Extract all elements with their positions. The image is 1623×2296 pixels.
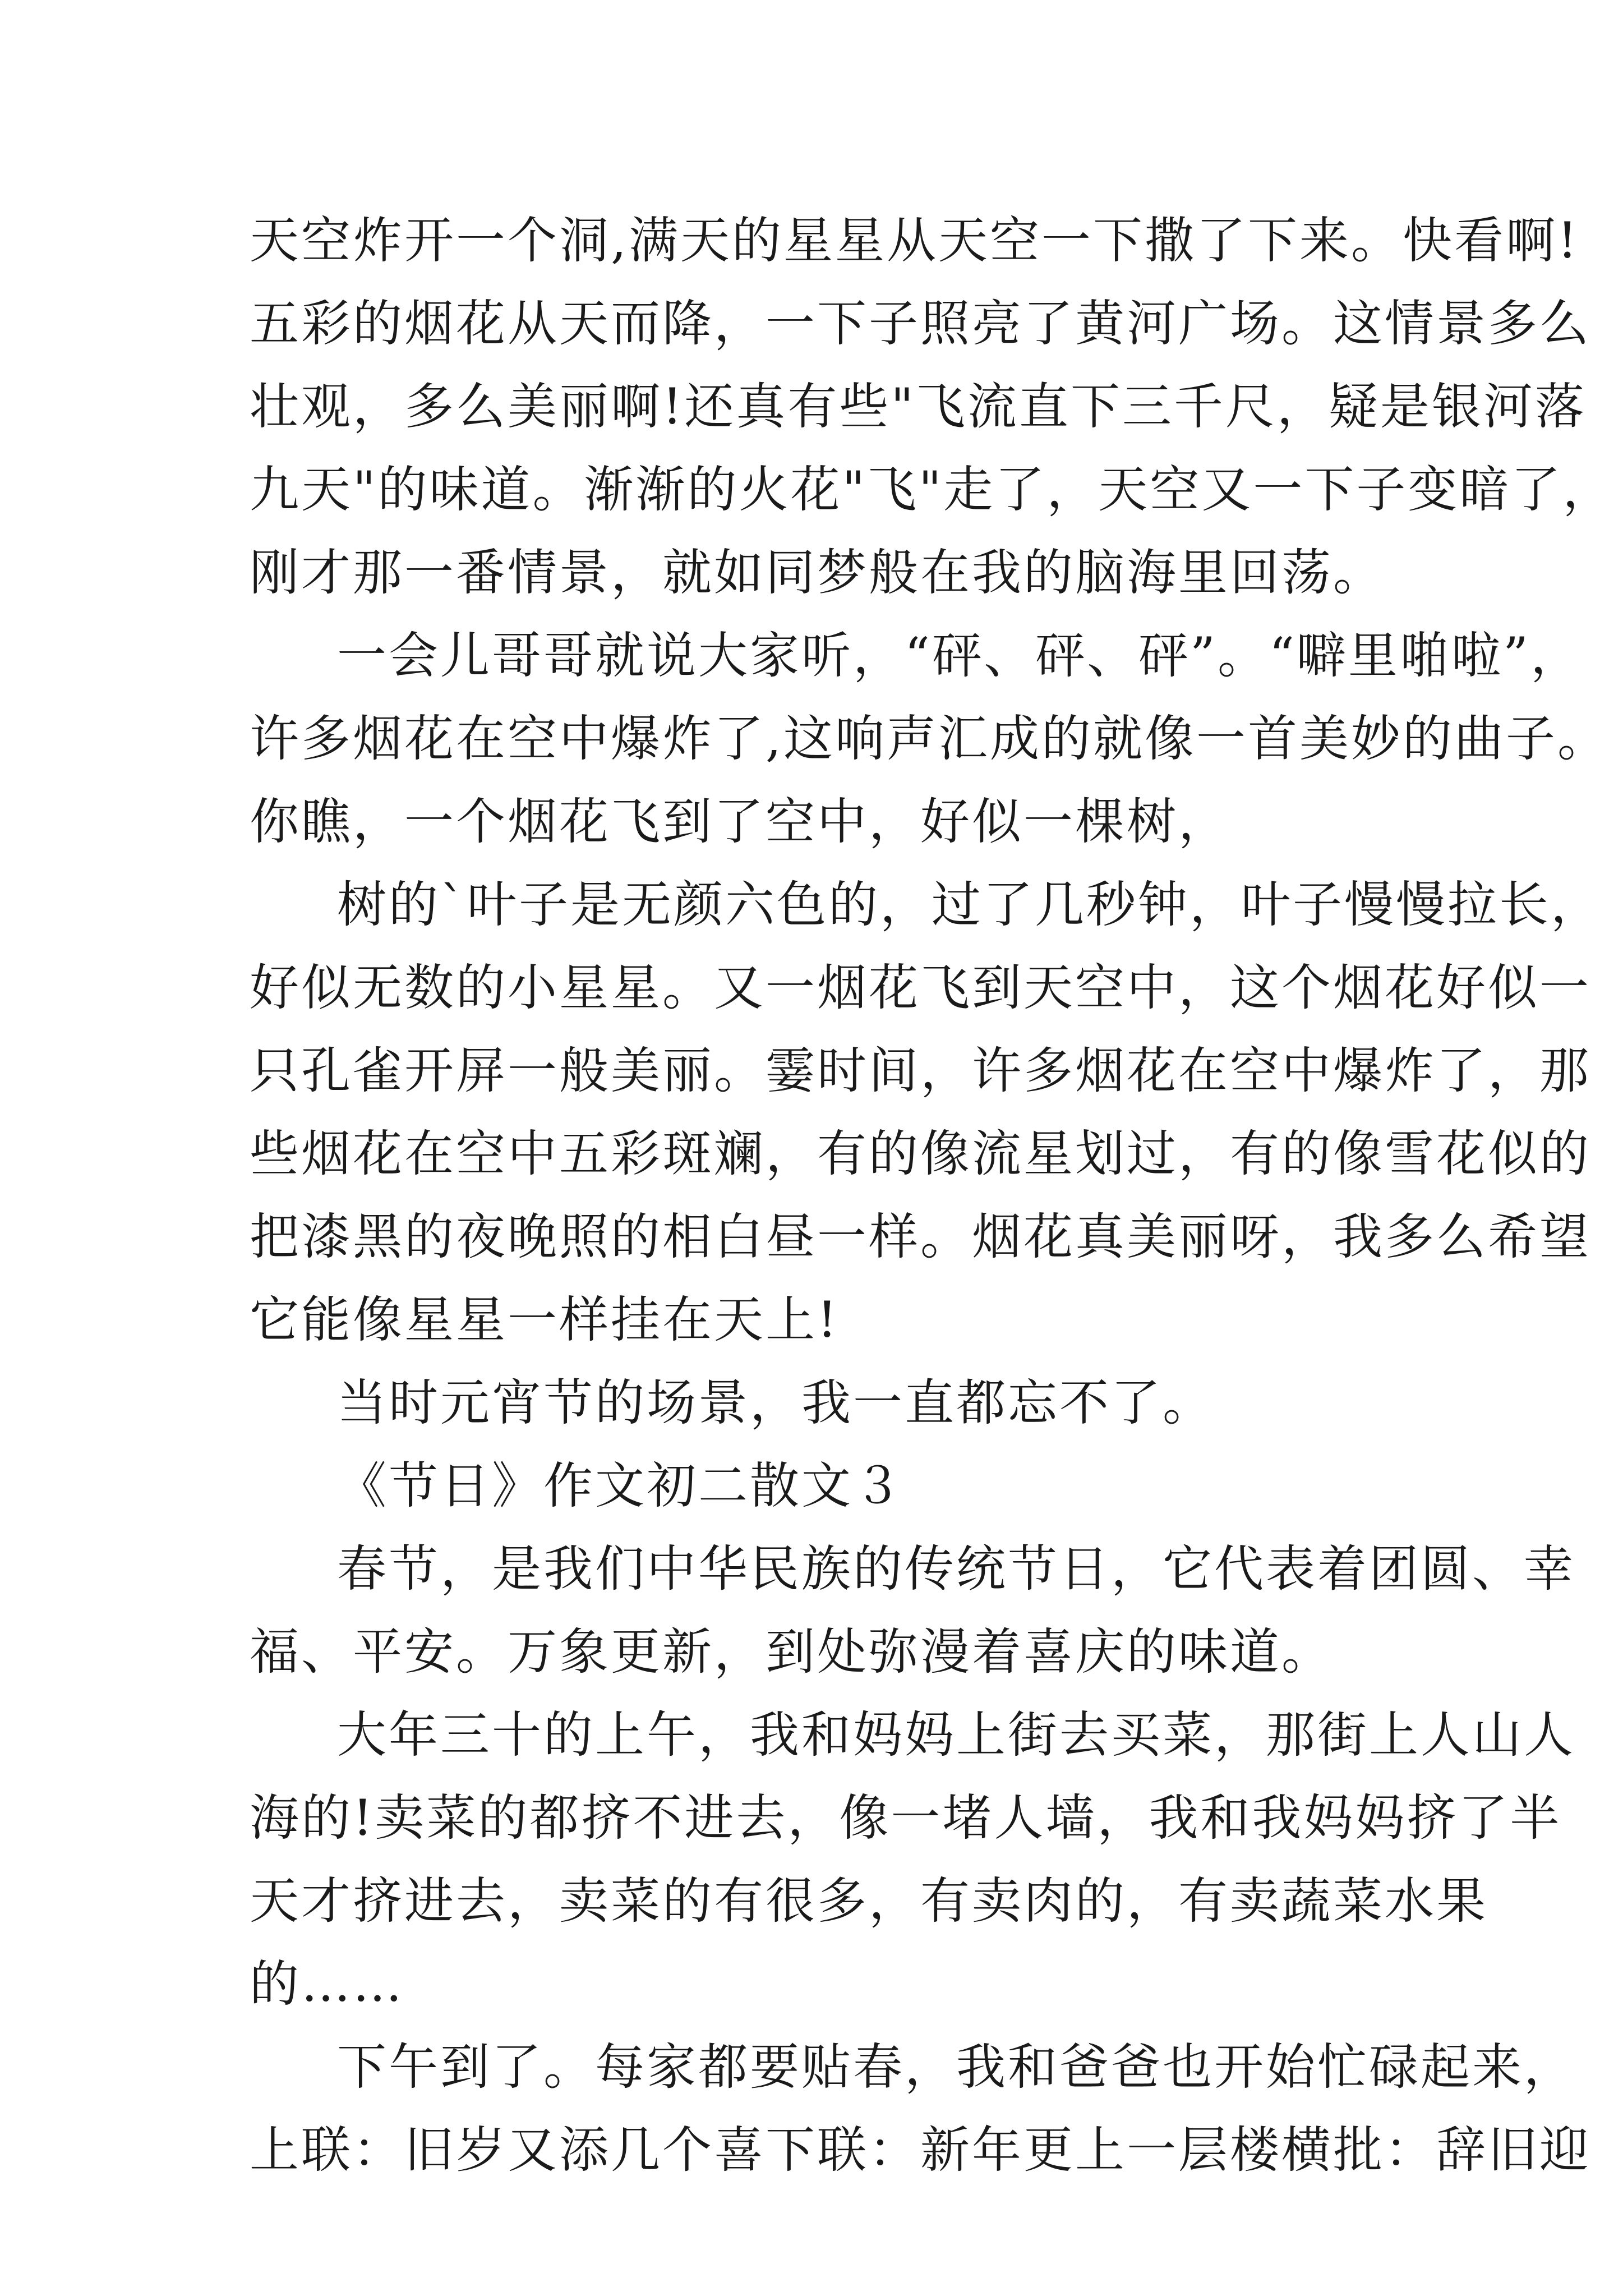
text-line: 只孔雀开屏一般美丽。霎时间，许多烟花在空中爆炸了，那 bbox=[250, 1042, 1592, 1099]
text-line: 下午到了。每家都要贴春，我和爸爸也开始忙碌起来， bbox=[337, 2038, 1576, 2096]
text-line: 大年三十的上午，我和妈妈上街去买菜，那街上人山人 bbox=[337, 1706, 1576, 1764]
text-line: 许多烟花在空中爆炸了,这响声汇成的就像一首美妙的曲子。 bbox=[250, 710, 1609, 767]
text-line: 春节，是我们中华民族的传统节日，它代表着团圆、幸 bbox=[337, 1540, 1576, 1598]
text-line: 它能像星星一样挂在天上! bbox=[250, 1291, 840, 1349]
text-line: 刚才那一番情景，就如同梦般在我的脑海里回荡。 bbox=[250, 544, 1385, 601]
text-line: 上联：旧岁又添几个喜下联：新年更上一层楼横批：辞旧迎 bbox=[250, 2121, 1592, 2179]
text-line: 好似无数的小星星。又一烟花飞到天空中，这个烟花好似一 bbox=[250, 959, 1592, 1016]
text-line: 五彩的烟花从天而降，一下子照亮了黄河广场。这情景多么 bbox=[250, 295, 1592, 352]
text-line: 一会儿哥哥就说大家听，“砰、砰、砰”。“噼里啪啦”， bbox=[337, 627, 1582, 684]
text-line: 九天"的味道。渐渐的火花"飞"走了，天空又一下子变暗了， bbox=[250, 461, 1615, 518]
text-line: 海的!卖菜的都挤不进去，像一堵人墙，我和我妈妈挤了半 bbox=[250, 1789, 1562, 1847]
section-heading: 《节日》作文初二散文３ bbox=[337, 1457, 905, 1515]
body-text bbox=[250, 199, 1615, 2192]
text-line: 些烟花在空中五彩斑斓，有的像流星划过，有的像雪花似的 bbox=[250, 1125, 1592, 1182]
text-line: 天才挤进去，卖菜的有很多，有卖肉的，有卖蔬菜水果 bbox=[250, 1872, 1488, 1930]
text-line: 的…… bbox=[250, 1955, 405, 2013]
text-line: 福、平安。万象更新，到处弥漫着喜庆的味道。 bbox=[250, 1623, 1334, 1681]
text-line: 你瞧，一个烟花飞到了空中，好似一棵树， bbox=[250, 793, 1230, 850]
text-line: 把漆黑的夜晚照的相白昼一样。烟花真美丽呀，我多么希望 bbox=[250, 1208, 1592, 1266]
text-line: 树的`叶子是无颜六色的，过了几秒钟，叶子慢慢拉长， bbox=[337, 876, 1603, 933]
text-line: 天空炸开一个洞,满天的星星从天空一下撒了下来。快看啊! bbox=[250, 211, 1580, 269]
text-line: 当时元宵节的场景，我一直都忘不了。 bbox=[337, 1374, 1215, 1432]
text-line: 壮观，多么美丽啊!还真有些"飞流直下三千尺，疑是银河落 bbox=[250, 378, 1587, 435]
